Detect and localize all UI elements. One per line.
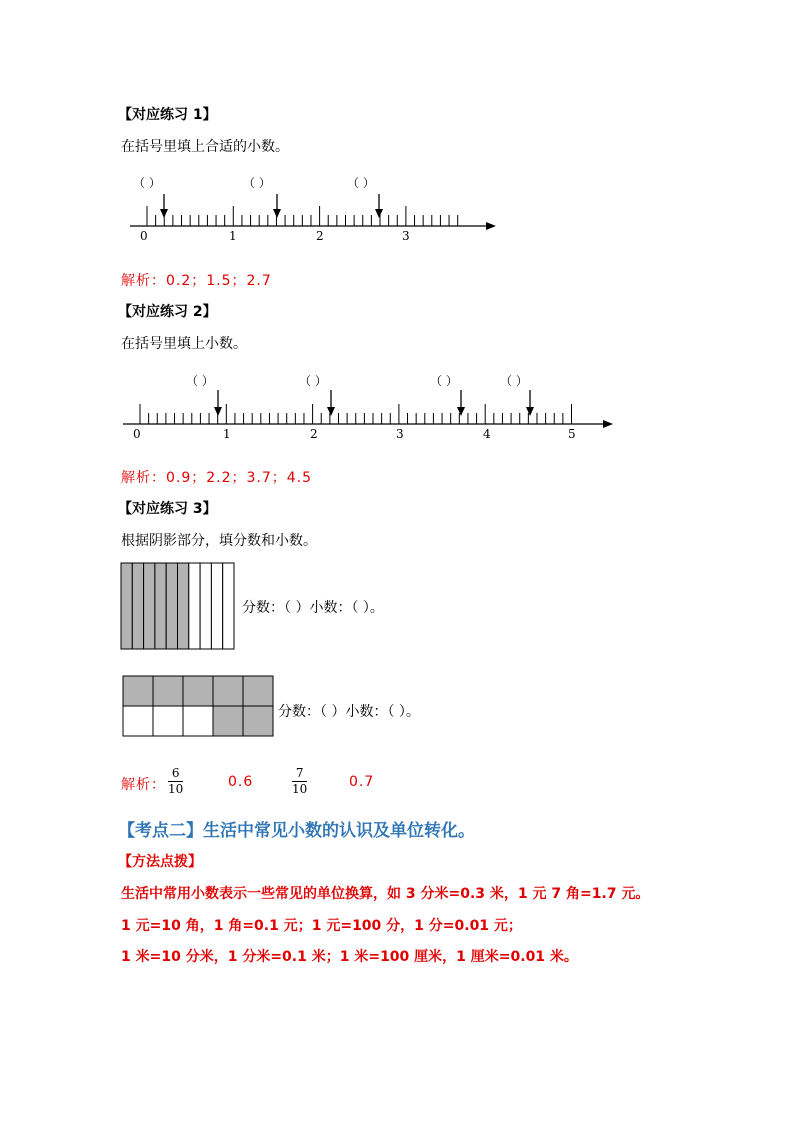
ex3-decimal-2: 0.7 bbox=[349, 774, 375, 790]
shaded-cell bbox=[243, 706, 273, 736]
blank-cell bbox=[183, 706, 213, 736]
ex3-fraction-1-num: 6 bbox=[168, 766, 183, 782]
ex1-label-0: 0 bbox=[140, 229, 148, 243]
ex2-label-0: 0 bbox=[133, 427, 141, 441]
ex3-fig2-text: 分数：（ ）小数：（ ）。 bbox=[278, 704, 420, 720]
ex3-figure-2 bbox=[122, 675, 275, 737]
method-line-3: 1 米=10 分米，1 分米=0.1 米；1 米=100 厘米，1 厘米=0.01 米。 bbox=[121, 949, 578, 965]
ex1-label-1: 1 bbox=[229, 229, 237, 243]
ex3-figure-1 bbox=[120, 562, 235, 650]
ex2-pointer-arrows bbox=[214, 390, 534, 416]
ex2-label-2: 2 bbox=[310, 427, 318, 441]
ex2-label-3: 3 bbox=[396, 427, 404, 441]
shaded-cell bbox=[213, 676, 243, 706]
shaded-cell bbox=[178, 563, 189, 649]
ex2-label-5: 5 bbox=[568, 427, 576, 441]
ex1-label-3: 3 bbox=[402, 229, 410, 243]
shaded-cell bbox=[121, 563, 132, 649]
shaded-cell bbox=[144, 563, 155, 649]
blank-cell bbox=[153, 706, 183, 736]
ex2-number-line bbox=[0, 0, 793, 460]
blank-cell bbox=[200, 563, 211, 649]
ex2-blank-4[interactable]: （ ） bbox=[500, 374, 528, 388]
ex1-blank-2[interactable]: （ ） bbox=[243, 176, 271, 190]
ex3-title: 【对应练习 3】 bbox=[118, 501, 217, 517]
ex3-fraction-2-num: 7 bbox=[292, 766, 307, 782]
blank-cell bbox=[123, 706, 153, 736]
ex1-blank-3[interactable]: （ ） bbox=[347, 176, 375, 190]
ex2-axis-arrow bbox=[603, 420, 613, 428]
method-line-1: 生活中常用小数表示一些常见的单位换算，如 3 分米=0.3 米，1 元 7 角=1.7 元。 bbox=[121, 886, 650, 902]
ex2-blank-3[interactable]: （ ） bbox=[430, 374, 458, 388]
ex1-label-2: 2 bbox=[316, 229, 324, 243]
ex3-decimal-1: 0.6 bbox=[228, 774, 254, 790]
ex3-fraction-1 bbox=[168, 766, 183, 797]
ex3-fraction-1-den: 10 bbox=[168, 782, 184, 796]
shaded-cell bbox=[132, 563, 143, 649]
ex2-label-4: 4 bbox=[483, 427, 491, 441]
ex3-question: 根据阴影部分，填分数和小数。 bbox=[121, 533, 317, 549]
blank-cell bbox=[223, 563, 234, 649]
blank-cell bbox=[211, 563, 222, 649]
ex2-title: 【对应练习 2】 bbox=[118, 304, 217, 320]
ex1-question: 在括号里填上合适的小数。 bbox=[121, 139, 289, 155]
blank-cell bbox=[189, 563, 200, 649]
ex2-label-1: 1 bbox=[223, 427, 231, 441]
method-title: 【方法点拨】 bbox=[118, 854, 202, 870]
shaded-cell bbox=[155, 563, 166, 649]
section-title: 【考点二】生活中常见小数的认识及单位转化。 bbox=[118, 821, 475, 841]
ex2-question: 在括号里填上小数。 bbox=[121, 336, 247, 352]
ex2-answer: 解析：0.9；2.2；3.7；4.5 bbox=[121, 470, 313, 486]
shaded-cell bbox=[213, 706, 243, 736]
method-line-2: 1 元=10 角，1 角=0.1 元；1 元=100 分，1 分=0.01 元； bbox=[121, 918, 522, 934]
shaded-cell bbox=[153, 676, 183, 706]
ex1-answer: 解析：0.2；1.5；2.7 bbox=[121, 273, 272, 289]
ex3-fraction-2 bbox=[292, 766, 307, 797]
shaded-cell bbox=[243, 676, 273, 706]
ex1-blank-1[interactable]: （ ） bbox=[133, 176, 161, 190]
shaded-cell bbox=[123, 676, 153, 706]
shaded-cell bbox=[183, 676, 213, 706]
ex3-fraction-2-den: 10 bbox=[292, 782, 308, 796]
ex3-fig1-text: 分数：（ ）小数：（ ）。 bbox=[242, 600, 384, 616]
ex2-blank-1[interactable]: （ ） bbox=[186, 374, 214, 388]
ex1-title: 【对应练习 1】 bbox=[118, 107, 217, 123]
ex3-answer-label: 解析： bbox=[121, 777, 166, 793]
shaded-cell bbox=[166, 563, 177, 649]
ex2-blank-2[interactable]: （ ） bbox=[299, 374, 327, 388]
